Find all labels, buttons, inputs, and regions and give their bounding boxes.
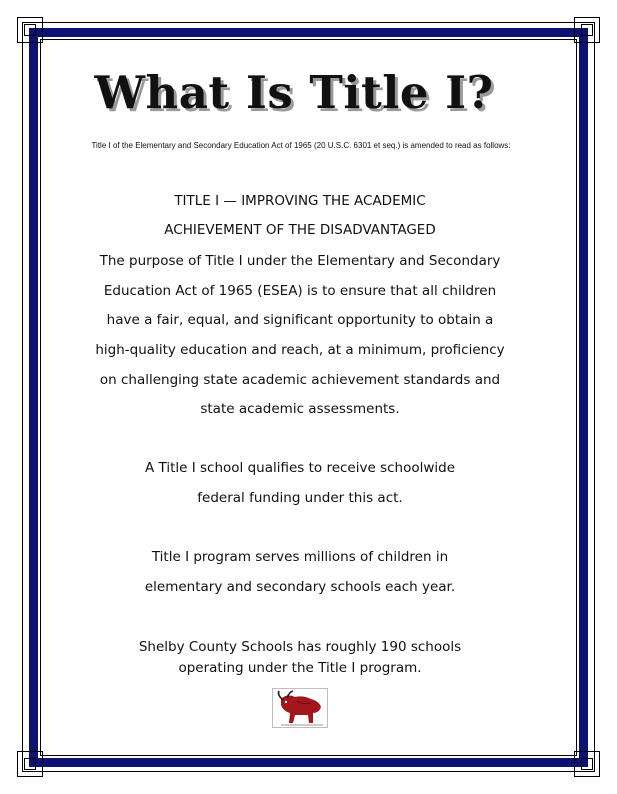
program-line: Title I program serves millions of children in [151, 549, 449, 565]
heading-line: ACHIEVEMENT OF THE DISADVANTAGED [164, 222, 436, 238]
purpose-line: have a fair, equal, and significant opportunity to obtain a [106, 312, 494, 328]
subtitle: Title I of the Elementary and Secondary Education Act of 1965 (20 U.S.C. 6301 et seq.) is amended to read as follows: [91, 141, 511, 150]
qualify-line: federal funding under this act. [197, 490, 403, 506]
bull-mascot-icon [272, 688, 328, 728]
purpose-line: The purpose of Title I under the Elementary and Secondary [99, 253, 501, 269]
corner-ornament [574, 751, 600, 777]
shelby-line: Shelby County Schools has roughly 190 schools [138, 639, 462, 655]
purpose-line: on challenging state academic achievement standards and [99, 372, 501, 388]
corner-ornament [17, 751, 43, 777]
shelby-line: operating under the Title I program. [178, 660, 422, 676]
corner-ornament [574, 17, 600, 43]
program-line: elementary and secondary schools each year. [144, 579, 456, 595]
purpose-line: Education Act of 1965 (ESEA) is to ensure that all children [103, 283, 497, 299]
purpose-line: state academic assessments. [200, 401, 400, 417]
qualify-line: A Title I school qualifies to receive schoolwide [144, 460, 456, 476]
page-title: What Is Title I? [94, 66, 494, 119]
heading-line: TITLE I — IMPROVING THE ACADEMIC [174, 193, 426, 209]
corner-ornament [17, 17, 43, 43]
purpose-line: high-quality education and reach, at a minimum, proficiency [95, 342, 505, 358]
